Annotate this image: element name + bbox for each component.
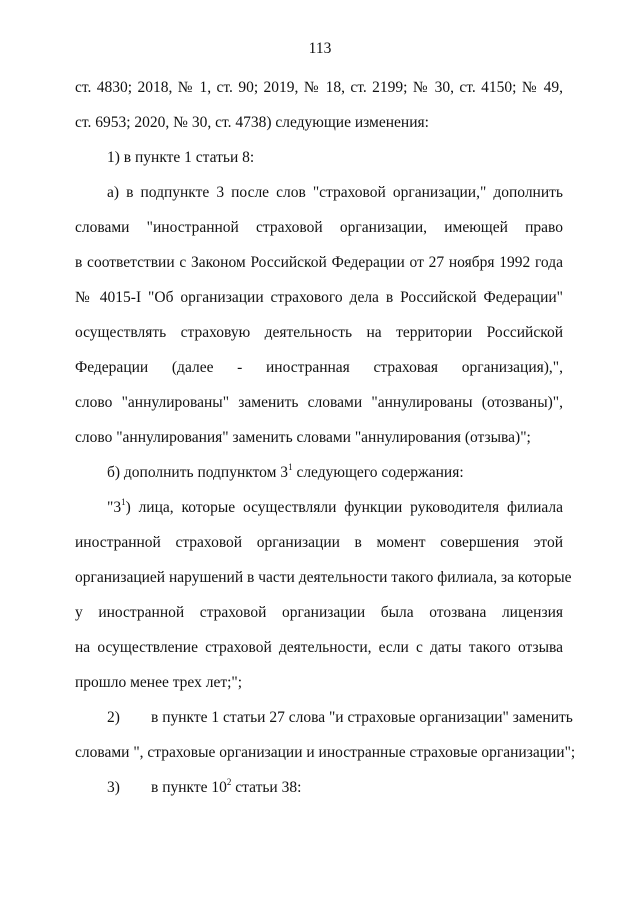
text-line: Федерации (далее - иностранная страховая организация),", [75,359,563,376]
text-line: у иностранной страховой организации была отозвана лицензия [75,604,563,621]
text-line: ст. 4830; 2018, № 1, ст. 90; 2019, № 18, ст. 2199; № 30, ст. 4150; № 49, [75,79,563,96]
text-line: в соответствии с Законом Российской Федерации от 27 ноября 1992 года [75,254,563,271]
text-line-part: в пункте 10 [151,779,227,796]
text-line: на осуществление страховой деятельности, если с даты такого отзыва [75,639,563,656]
superscript: 1 [121,497,126,507]
text-line: иностранной страховой организации в момент совершения этой [75,534,563,551]
text-line-part: следующего содержания: [292,464,464,481]
text-line: слово "аннулирования" заменить словами "аннулирования (отзыва)"; [75,429,531,446]
superscript: 2 [226,777,232,787]
text-line [107,778,563,798]
superscript: 1 [288,462,293,472]
list-number: 3) [107,779,120,796]
text-line: осуществлять страховую деятельность на территории Российской [75,324,563,341]
text-line [107,708,573,728]
text-line: прошло менее трех лет;"; [75,674,243,691]
text-line-part: ) лица, которые осуществляли функции руководителя филиала [125,499,563,516]
text-line-part: б) дополнить подпунктом 3 [107,464,289,481]
text-line: словами ", страховые организации и иностранные страховые организации"; [75,744,576,761]
text-line: организацией нарушений в части деятельности такого филиала, за которые [75,569,572,586]
text-line [107,463,563,483]
text-line: а) в подпункте 3 после слов "страховой организации," дополнить [107,184,563,201]
text-line-part: статьи 38: [231,779,302,796]
text-line: ст. 6953; 2020, № 30, ст. 4738) следующие изменения: [75,114,429,131]
page-number: 113 [308,40,332,57]
text-line: 1) в пункте 1 статьи 8: [107,149,255,166]
text-line: № 4015-I "Об организации страхового дела в Российской Федерации" [75,289,563,306]
text-line-part: "3 [107,499,122,516]
text-line: слово "аннулированы" заменить словами "аннулированы (отозваны)", [75,394,563,411]
text-line-part: в пункте 1 статьи 27 слова "и страховые организации" заменить [151,709,573,726]
text-line [107,498,563,518]
list-number: 2) [107,709,120,726]
text-line: словами "иностранной страховой организации, имеющей право [75,219,563,236]
